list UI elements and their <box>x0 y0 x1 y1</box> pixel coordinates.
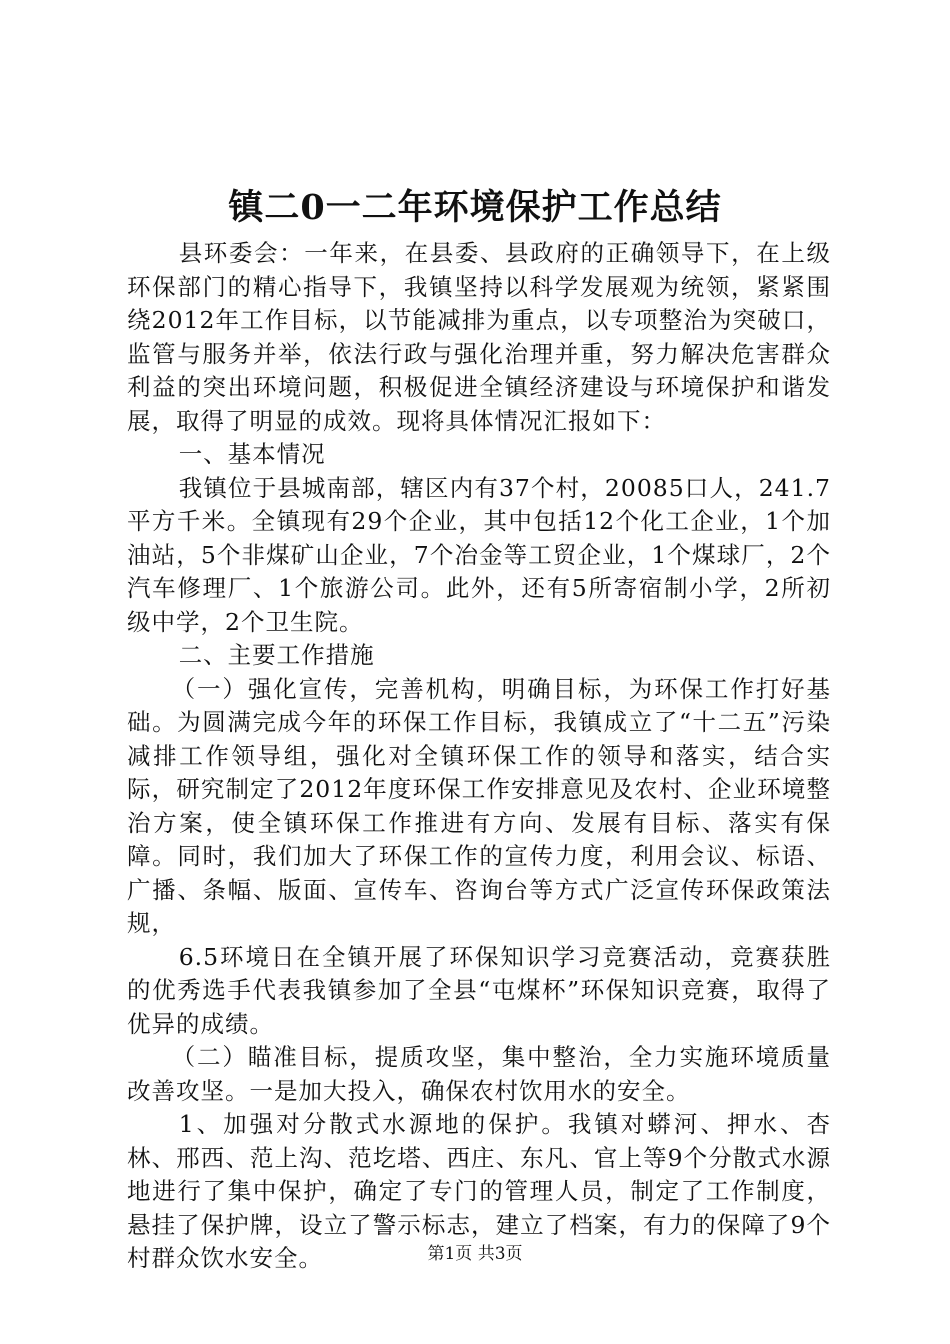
paragraph-environment-day: 6.5环境日在全镇开展了环保知识学习竞赛活动，竞赛获胜的优秀选手代表我镇参加了全县“屯煤杯”环保知识竞赛，取得了优异的成绩。 <box>127 942 831 1038</box>
paragraph-intro: 县环委会：一年来，在县委、县政府的正确领导下，在上级环保部门的精心指导下，我镇坚持以科学发展观为统领，紧紧围绕2012年工作目标，以节能减排为重点，以专项整治为突破口，监管与服务并举，依法行政与强化治理并重，努力解决危害群众利益的突出环境问题，积极促进全镇经济建设与环境保护和谐发展，取得了明显的成效。现将具体情况汇报如下： <box>127 239 831 435</box>
paragraph-measure-one: （一）强化宣传，完善机构，明确目标，为环保工作打好基础。为圆满完成今年的环保工作目标，我镇成立了“十二五”污染减排工作领导组，强化对全镇环保工作的领导和落实，结合实际，研究制定了2012年度环保工作安排意见及农村、企业环境整治方案，使全镇环保工作推进有方向、发展有目标、落实有保障。同时，我们加大了环保工作的宣传力度，利用会议、标语、广播、条幅、版面、宣传车、咨询台等方式广泛宣传环保政策法规， <box>127 674 831 937</box>
document-body <box>127 237 831 1276</box>
paragraph-basic-situation: 我镇位于县城南部，辖区内有37个村，20085口人，241.7平方千米。全镇现有29个企业，其中包括12个化工企业，1个加油站，5个非煤矿山企业，7个冶金等工贸企业，1个煤球厂，2个汽车修理厂、1个旅游公司。此外，还有5所寄宿制小学，2所初级中学，2个卫生院。 <box>127 473 831 636</box>
section-heading-measures: 二、主要工作措施 <box>178 641 375 669</box>
paragraph-measure-two: （二）瞄准目标，提质攻坚，集中整治，全力实施环境质量改善攻坚。一是加大投入，确保农村饮用水的安全。 <box>127 1043 831 1105</box>
paragraph-water-source: 1、加强对分散式水源地的保护。我镇对蟒河、押水、杏林、邢西、范上沟、范圪塔、西庄、东凡、官上等9个分散式水源地进行了集中保护，确定了专门的管理人员，制定了工作制度，悬挂了保护牌，设立了警示标志，建立了档案，有力的保障了9个村群众饮水安全。 <box>127 1110 831 1272</box>
section-heading-basic: 一、基本情况 <box>178 440 326 468</box>
page-footer: 第1页 共3页 <box>427 1244 523 1264</box>
document-title: 镇二0一二年环境保护工作总结 <box>228 187 722 228</box>
